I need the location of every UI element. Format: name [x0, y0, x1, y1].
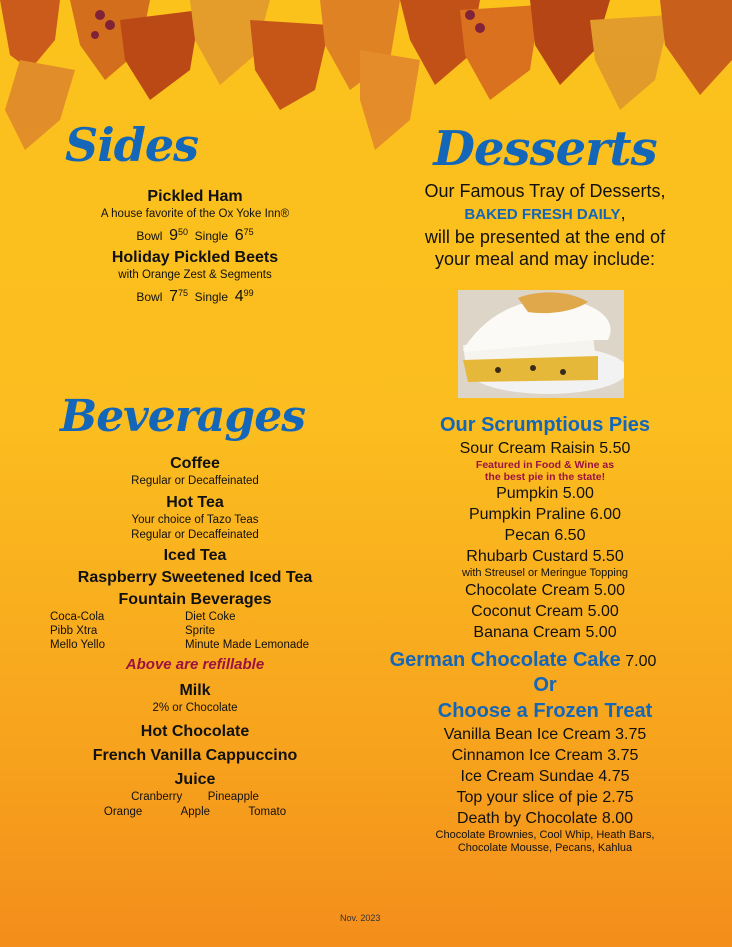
- item-desc: A house favorite of the Ox Yoke Inn®: [100, 208, 290, 220]
- beverages-section: [40, 388, 350, 820]
- sides-heading: Sides: [65, 118, 199, 172]
- desserts-intro: Our Famous Tray of Desserts, BAKED FRESH DAILY, will be presented at the end of your meal and may include:: [424, 181, 666, 269]
- refill-note: Above are refillable: [125, 656, 265, 673]
- pie-item: Sour Cream Raisin 5.50: [459, 440, 631, 457]
- cappuccino-name: French Vanilla Cappuccino: [92, 747, 298, 764]
- iced-tea-name: Iced Tea: [163, 547, 227, 564]
- milk-name: Milk: [179, 682, 211, 699]
- frozen-item: Cinnamon Ice Cream 3.75: [451, 747, 639, 764]
- hot-tea-desc: Your choice of Tazo Teas: [131, 514, 259, 526]
- item-desc: with Orange Zest & Segments: [118, 269, 272, 281]
- hot-chocolate-name: Hot Chocolate: [140, 723, 250, 740]
- desserts-section: [390, 118, 700, 855]
- pie-item: Rhubarb Custard 5.50: [466, 548, 624, 565]
- coffee-name: Coffee: [170, 455, 220, 472]
- pie-item: Chocolate Cream 5.00: [464, 582, 626, 599]
- death-note: Chocolate Brownies, Cool Whip, Heath Bars,: [435, 829, 655, 841]
- hot-tea-name: Hot Tea: [166, 494, 224, 511]
- pie-item: Pumpkin Praline 6.00: [468, 506, 622, 523]
- pie-item: Pumpkin 5.00: [496, 485, 594, 502]
- pie-item: Pecan 6.50: [504, 527, 586, 544]
- cake-line: German Chocolate Cake 7.00: [389, 649, 657, 671]
- frozen-heading: Choose a Frozen Treat: [437, 700, 653, 722]
- sides-section: [40, 115, 350, 307]
- rhubarb-note: with Streusel or Meringue Topping: [461, 567, 629, 579]
- pie-photo: [458, 290, 624, 398]
- milk-desc: 2% or Chocolate: [152, 702, 238, 714]
- beverages-heading: Beverages: [60, 391, 305, 442]
- raspberry-tea-name: Raspberry Sweetened Iced Tea: [77, 569, 313, 586]
- featured-note: Featured in Food & Wine as: [475, 459, 615, 471]
- footer-date: Nov. 2023: [340, 913, 381, 923]
- fountain-name: Fountain Beverages: [118, 591, 272, 608]
- pie-item: Banana Cream 5.00: [473, 624, 617, 641]
- juice-row: Orange Apple Tomato: [103, 806, 287, 818]
- or-text: Or: [533, 674, 557, 696]
- item-name: Holiday Pickled Beets: [111, 249, 279, 266]
- pies-heading: Our Scrumptious Pies: [439, 414, 651, 436]
- frozen-item: Vanilla Bean Ice Cream 3.75: [443, 726, 647, 743]
- frozen-item: Ice Cream Sundae 4.75: [460, 768, 630, 785]
- hot-tea-desc: Regular or Decaffeinated: [131, 529, 259, 541]
- frozen-item: Top your slice of pie 2.75: [456, 789, 634, 806]
- frozen-item: Death by Chocolate 8.00: [456, 810, 634, 827]
- item-name: Pickled Ham: [147, 188, 243, 205]
- price-line: Bowl $7^{75}$ Single $4^{99}$: [136, 288, 254, 305]
- death-note: Chocolate Mousse, Pecans, Kahlua: [457, 842, 633, 854]
- coffee-desc: Regular or Decaffeinated: [131, 475, 259, 487]
- featured-note: the best pie in the state!: [484, 471, 606, 483]
- fountain-list: Coca-Cola Diet Coke Pibb Xtra Sprite Mello Yello Minute Made Lemonade: [50, 611, 310, 651]
- pie-item: Coconut Cream 5.00: [471, 603, 619, 620]
- desserts-heading: Desserts: [433, 121, 657, 177]
- juice-row: Cranberry Pineapple: [131, 791, 259, 803]
- juice-name: Juice: [174, 771, 216, 788]
- price-line: Bowl $9^{50}$ Single $6^{75}$: [136, 227, 254, 244]
